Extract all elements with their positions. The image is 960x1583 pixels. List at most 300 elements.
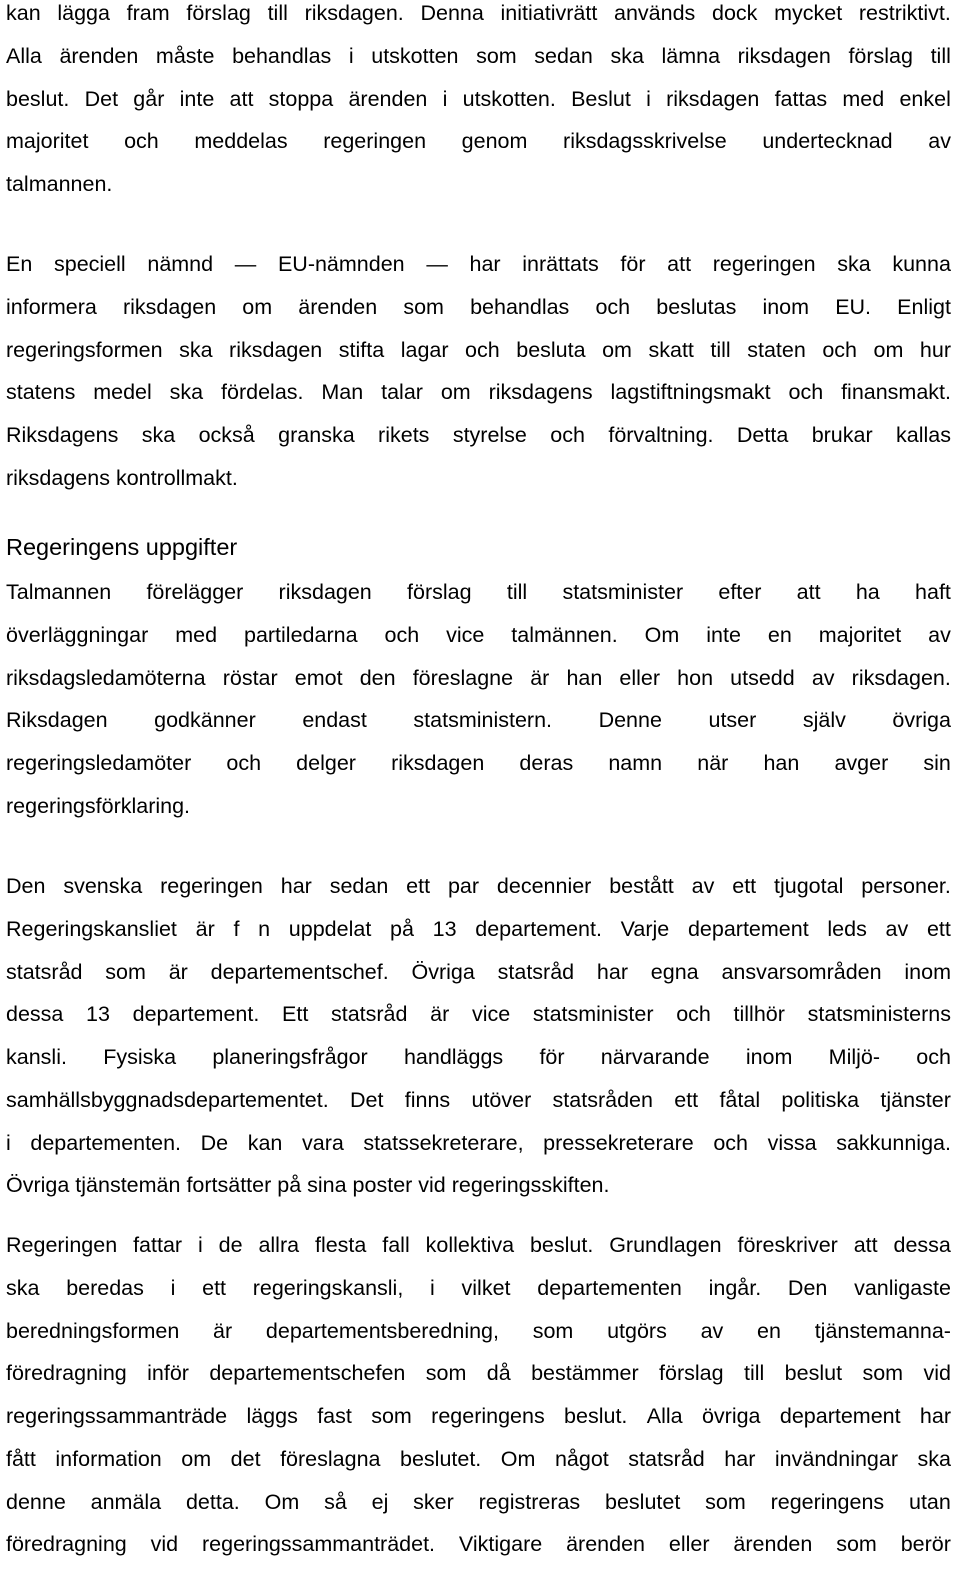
word: föreskriver	[737, 1233, 838, 1257]
word: av	[885, 916, 909, 941]
word: övriga	[892, 708, 951, 733]
word: stifta	[338, 337, 385, 362]
word: eller	[619, 665, 661, 690]
word: Varje	[620, 916, 670, 941]
word: den	[359, 665, 396, 690]
word: i	[430, 1275, 435, 1300]
word: regeringens	[431, 1404, 545, 1428]
word: har	[919, 1404, 951, 1428]
word: är	[430, 1002, 450, 1027]
word: eller	[668, 1532, 710, 1557]
text-line	[6, 571, 951, 613]
word: informera	[6, 294, 97, 319]
word: departementsberedning,	[265, 1318, 499, 1343]
word: vid	[923, 1361, 951, 1386]
word: decennier	[496, 874, 592, 898]
word: En	[6, 252, 33, 276]
text-line	[6, 614, 951, 656]
word: ärenden	[298, 294, 378, 319]
word: pressekreterare	[543, 1130, 694, 1155]
word: regeringskansli,	[252, 1275, 404, 1300]
word: undertecknad	[762, 129, 893, 154]
word: beredas	[66, 1275, 144, 1300]
word: Om	[500, 1446, 536, 1471]
word: sakkunniga.	[836, 1130, 951, 1155]
word: f	[233, 916, 240, 941]
word: fattas	[774, 86, 828, 111]
word: förelägger	[146, 580, 244, 604]
word: inför	[147, 1361, 189, 1386]
word: dessa	[893, 1233, 951, 1257]
word: medel	[93, 380, 152, 405]
word: registreras	[478, 1489, 581, 1514]
word: ska	[837, 252, 871, 276]
word: i	[197, 1233, 203, 1257]
word: har	[724, 1446, 756, 1471]
word: leds	[827, 916, 867, 941]
word: sedan	[329, 874, 389, 898]
word: behandlas	[470, 294, 570, 319]
word: han	[566, 665, 603, 690]
word: fördelas.	[221, 380, 304, 405]
word: måste	[155, 43, 215, 68]
word: Man	[321, 380, 364, 405]
word: inom	[904, 959, 951, 984]
word: riksdagsskrivelse	[563, 129, 727, 154]
word: statsråd	[330, 1002, 408, 1027]
word: något	[554, 1446, 609, 1471]
word: tjugotal	[774, 874, 844, 898]
word: Miljö-	[828, 1045, 881, 1069]
word: i	[348, 43, 354, 68]
word: ska	[141, 423, 176, 447]
word: till	[743, 1361, 765, 1386]
word: egna	[650, 959, 699, 984]
word: hur	[919, 337, 951, 362]
word: regeringssammanträdet.	[202, 1532, 436, 1557]
word: Ett	[282, 1002, 309, 1027]
text-line: riksdagens kontrollmakt.	[6, 465, 238, 490]
text-line	[6, 1523, 951, 1565]
word: endast	[302, 708, 367, 733]
word: beslutet.	[400, 1446, 482, 1471]
word: departement	[779, 1404, 901, 1428]
word: fall	[382, 1233, 410, 1257]
word: om	[873, 337, 904, 362]
word: vice	[446, 622, 485, 647]
word: samhällsbyggnadsdepartementet.	[6, 1087, 329, 1112]
word: Enligt	[897, 294, 951, 319]
word: till	[710, 337, 731, 362]
word: —	[426, 252, 448, 276]
word: förslag	[186, 1, 251, 25]
word: fram	[126, 1, 170, 25]
word: meddelas	[194, 129, 288, 154]
word: staten	[747, 337, 806, 362]
word: initiativrätt	[500, 1, 598, 25]
word: att	[667, 252, 692, 276]
word: utskotten.	[462, 86, 556, 111]
word: kunna	[892, 252, 951, 276]
word: handläggs	[403, 1045, 504, 1069]
word: departementschefen	[209, 1361, 406, 1386]
word: EU.	[835, 294, 872, 319]
word: förslag	[848, 43, 913, 68]
word: Alla	[646, 1404, 683, 1428]
text-line	[6, 243, 951, 285]
word: ska	[610, 43, 644, 68]
word: speciell	[53, 252, 126, 276]
word: tjänstemanna-	[814, 1318, 951, 1343]
word: ingår.	[708, 1275, 762, 1300]
word: nämnd	[147, 252, 214, 276]
word: hon	[677, 665, 714, 690]
word: talar	[381, 380, 423, 405]
word: vanligaste	[854, 1275, 951, 1300]
word: som	[105, 959, 146, 984]
word: och	[788, 380, 824, 405]
word: som	[476, 43, 517, 68]
text-line	[6, 742, 951, 784]
text-line	[6, 1224, 951, 1266]
word: så	[324, 1489, 347, 1514]
word: och	[124, 129, 159, 154]
word: —	[234, 252, 257, 276]
word: behandlas	[232, 43, 332, 68]
word: Viktigare	[458, 1532, 543, 1557]
word: ska	[6, 1275, 40, 1300]
word: förslag	[407, 580, 472, 604]
word: föredragning	[6, 1361, 127, 1386]
word: statsminister	[562, 580, 684, 604]
word: lägga	[57, 1, 110, 25]
word: Övriga	[411, 959, 475, 984]
word: med	[842, 86, 885, 111]
word: har	[596, 959, 628, 984]
word: föredragning	[6, 1532, 127, 1557]
word: departement	[687, 916, 809, 941]
word: kollektiva	[425, 1233, 515, 1257]
word: Regeringskansliet	[6, 916, 177, 941]
word: inrättats	[522, 252, 599, 276]
word: beredningsformen	[6, 1318, 180, 1343]
text-line: regeringsförklaring.	[6, 793, 191, 818]
word: av	[691, 874, 715, 898]
word: inom	[762, 294, 810, 319]
word: och	[676, 1002, 711, 1027]
word: lämna	[661, 43, 721, 68]
text-line	[6, 1352, 951, 1394]
word: att	[853, 1233, 878, 1257]
word: De	[200, 1130, 229, 1155]
word: partiledarna	[243, 622, 358, 647]
word: vid	[150, 1532, 179, 1557]
text-line	[6, 0, 951, 34]
word: ska	[169, 380, 204, 405]
text-line	[6, 699, 951, 741]
word: på	[390, 916, 414, 941]
word: inom	[745, 1045, 793, 1069]
word: granska	[278, 423, 355, 447]
word: överläggningar	[6, 622, 149, 647]
word: EU-nämnden	[277, 252, 405, 276]
word: röstar	[222, 665, 278, 690]
word: läggs	[246, 1404, 298, 1428]
word: och	[595, 294, 631, 319]
word: i	[646, 86, 651, 111]
text-line	[6, 329, 951, 371]
word: riksdagen	[229, 337, 323, 362]
word: regeringsformen	[6, 337, 163, 362]
word: departementen.	[30, 1130, 181, 1155]
text-line	[6, 1079, 951, 1121]
word: dessa	[6, 1002, 64, 1027]
word: beslutet	[605, 1489, 681, 1514]
word: brukar	[811, 423, 873, 447]
word: det	[230, 1446, 261, 1471]
word: är	[213, 1318, 233, 1343]
word: Denna	[420, 1, 484, 25]
word: Om	[264, 1489, 300, 1514]
word: skatt	[648, 337, 694, 362]
text-line	[6, 865, 951, 907]
word: till	[930, 43, 951, 68]
word: departementen	[537, 1275, 682, 1300]
word: par	[447, 874, 480, 898]
word: i	[442, 86, 448, 111]
word: beslut.	[529, 1233, 594, 1257]
text-line	[6, 1481, 951, 1523]
word: då	[486, 1361, 511, 1386]
word: information	[55, 1446, 162, 1471]
text-line: talmannen.	[6, 172, 113, 196]
word: beslut	[784, 1361, 843, 1386]
word: styrelse	[452, 423, 527, 447]
word: besluta	[516, 337, 586, 362]
word: och	[916, 1045, 951, 1069]
word: personer.	[861, 874, 951, 898]
word: stoppa	[268, 86, 334, 111]
word: också	[198, 423, 255, 447]
word: utskotten	[371, 43, 459, 68]
word: vice	[471, 1002, 511, 1027]
word: majoritet	[6, 129, 89, 154]
word: utan	[908, 1489, 951, 1514]
word: Riksdagens	[6, 423, 119, 447]
word: som	[836, 1532, 877, 1557]
word: svenska	[63, 874, 143, 898]
word: för	[539, 1045, 565, 1069]
text-line	[6, 35, 951, 77]
word: fåtal	[719, 1087, 761, 1112]
word: planeringsfrågor	[212, 1045, 368, 1069]
text-line	[6, 371, 951, 413]
word: ärenden	[566, 1532, 645, 1557]
word: finansmakt.	[841, 380, 951, 405]
word: ska	[917, 1446, 951, 1471]
word: är	[195, 916, 215, 941]
word: Det	[350, 1087, 384, 1112]
text-line: Övriga tjänstemän fortsätter på sina poster vid regeringsskiften.	[6, 1173, 610, 1198]
word: beslutas	[656, 294, 737, 319]
word: Om	[644, 622, 680, 647]
word: regeringssammanträde	[6, 1404, 228, 1428]
word: bestått	[609, 874, 674, 898]
text-line	[6, 78, 951, 120]
word: de	[218, 1233, 243, 1257]
word: han	[763, 751, 800, 775]
word: en	[767, 622, 792, 647]
word: vissa	[767, 1130, 817, 1155]
word: namn	[608, 751, 663, 775]
word: när	[697, 751, 729, 775]
word: kan	[247, 1130, 283, 1155]
word: denne	[6, 1489, 66, 1514]
word: statsministerns	[807, 1002, 951, 1027]
word: som	[705, 1489, 746, 1514]
word: själv	[802, 708, 846, 733]
text-line	[6, 1122, 951, 1164]
word: lagstiftningsmakt	[610, 380, 771, 405]
word: om	[242, 294, 273, 319]
word: avger	[834, 751, 889, 775]
word: att	[796, 580, 821, 604]
word: och	[465, 337, 500, 362]
word: är	[530, 665, 550, 690]
word: Detta	[736, 423, 789, 447]
word: bestämmer	[531, 1361, 639, 1386]
word: haft	[915, 580, 951, 604]
word: till	[267, 1, 288, 25]
word: är	[168, 959, 188, 984]
word: statssekreterare,	[363, 1130, 524, 1155]
word: kansli.	[6, 1045, 67, 1069]
word: ett	[202, 1275, 227, 1300]
word: en	[757, 1318, 781, 1343]
text-line	[6, 951, 951, 993]
word: berör	[900, 1532, 951, 1557]
word: föreslagne	[412, 665, 514, 690]
word: riksdagen	[737, 43, 831, 68]
word: till	[506, 580, 528, 604]
word: och	[713, 1130, 749, 1155]
word: ska	[179, 337, 213, 362]
word: ej	[371, 1489, 389, 1514]
word: som	[371, 1404, 412, 1428]
word: kan	[6, 1, 41, 25]
word: riksdagens	[488, 380, 593, 405]
word: politiska	[781, 1087, 860, 1112]
text-line	[6, 993, 951, 1035]
word: statsråd	[6, 959, 83, 984]
word: statsråd	[628, 1446, 705, 1471]
word: riksdagen	[666, 86, 760, 111]
word: 13	[432, 916, 457, 941]
word: regeringen	[712, 252, 816, 276]
word: om	[602, 337, 632, 362]
word: ärenden	[733, 1532, 813, 1557]
word: går	[133, 86, 165, 111]
text-line	[6, 1395, 951, 1437]
word: i	[170, 1275, 176, 1300]
word: av	[928, 622, 951, 647]
word: beslut.	[6, 86, 70, 111]
word: regeringen	[160, 874, 263, 898]
word: som	[862, 1361, 904, 1386]
word: övriga	[701, 1404, 761, 1428]
word: Fysiska	[103, 1045, 177, 1069]
word: Det	[84, 86, 119, 111]
word: utsedd	[730, 665, 795, 690]
word: fattar	[133, 1233, 183, 1257]
text-line	[6, 414, 951, 456]
word: detta.	[185, 1489, 240, 1514]
word: genom	[461, 129, 528, 154]
word: lagar	[400, 337, 449, 362]
word: ärenden	[59, 43, 139, 68]
text-line	[6, 1267, 951, 1309]
text-line	[6, 1036, 951, 1078]
word: deras	[519, 751, 574, 775]
word: Denne	[598, 708, 662, 733]
word: statsråd	[497, 959, 575, 984]
word: att	[229, 86, 254, 111]
word: sin	[923, 751, 951, 775]
word: Regeringen	[6, 1233, 118, 1257]
word: mycket	[774, 1, 843, 25]
word: som	[403, 294, 444, 319]
word: för	[620, 252, 646, 276]
word: har	[280, 874, 312, 898]
word: förslag	[659, 1361, 724, 1386]
word: inte	[179, 86, 215, 111]
word: används	[614, 1, 696, 25]
word: talmännen.	[511, 622, 618, 647]
word: flesta	[314, 1233, 367, 1257]
section-heading: Regeringens uppgifter	[6, 534, 238, 560]
word: ärenden	[348, 86, 428, 111]
word: Talmannen	[6, 580, 112, 604]
word: Grundlagen	[609, 1233, 722, 1257]
word: med	[175, 622, 218, 647]
text-line	[6, 1310, 951, 1352]
word: departement.	[132, 1002, 260, 1027]
word: fått	[6, 1446, 36, 1471]
word: efter	[718, 580, 762, 604]
word: Beslut	[571, 86, 631, 111]
word: allra	[258, 1233, 300, 1257]
word: riksdagen	[278, 580, 372, 604]
word: och	[384, 622, 420, 647]
word: i	[6, 1130, 11, 1155]
word: riksdagen	[122, 294, 217, 319]
word: uppdelat	[288, 916, 372, 941]
word: och	[822, 337, 857, 362]
word: sedan	[534, 43, 593, 68]
word: Alla	[6, 43, 42, 68]
word: vilket	[461, 1275, 511, 1300]
word: närvarande	[600, 1045, 710, 1069]
word: n	[258, 916, 271, 941]
word: ansvarsområden	[721, 959, 882, 984]
word: delger	[296, 751, 356, 775]
word: beslut.	[564, 1404, 628, 1428]
word: dock	[711, 1, 758, 25]
word: departementschef.	[210, 959, 389, 984]
word: majoritet	[818, 622, 902, 647]
text-line	[6, 657, 951, 699]
word: av	[811, 665, 835, 690]
